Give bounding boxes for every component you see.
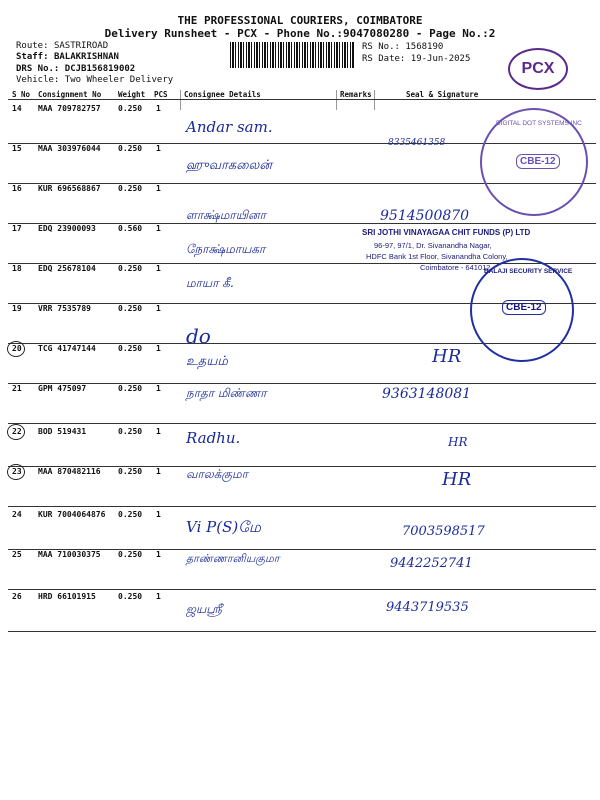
row-divider (8, 506, 596, 507)
col-consignment: Consignment No (38, 90, 102, 99)
row-weight: 0.250 (118, 384, 143, 393)
row-pcs: 1 (156, 344, 161, 353)
row-consignment-no: BOD 519431 (38, 427, 87, 436)
row-signature: 9514500870 (380, 208, 470, 224)
row-divider (8, 631, 596, 632)
circle-mark (7, 464, 25, 480)
round-stamp-2 (470, 258, 574, 362)
row-signature: HR (448, 435, 468, 449)
row-sno: 23 (12, 467, 22, 476)
row-signature: 9363148081 (382, 386, 472, 402)
rs-no-label: RS No.: (362, 42, 400, 52)
rs-date-label: RS Date: (362, 54, 406, 64)
row-signature: HR (442, 469, 472, 490)
barcode (230, 42, 354, 68)
row-consignee-handwriting: உதயம் (186, 354, 228, 369)
drs-label: DRS No.: (16, 64, 60, 74)
row-divider (8, 589, 596, 590)
row-pcs: 1 (156, 184, 161, 193)
row-divider (8, 423, 596, 424)
row-weight: 0.250 (118, 264, 143, 273)
col-divider (180, 90, 181, 110)
header-rule (8, 99, 596, 100)
row-weight: 0.250 (118, 592, 143, 601)
runsheet-title: THE PROFESSIONAL COURIERS, COIMBATORE (177, 14, 423, 27)
row-sno: 26 (12, 592, 22, 601)
row-divider (8, 383, 596, 384)
vehicle-label: Vehicle: (16, 75, 60, 85)
row-consignee-handwriting: do (186, 324, 211, 348)
route-label: Route: (16, 41, 49, 51)
col-sno: S No (12, 90, 31, 99)
col-seal: Seal & Signature (406, 90, 479, 99)
circle-mark (7, 424, 25, 440)
row-weight: 0.250 (118, 427, 143, 436)
row-sno: 24 (12, 510, 22, 519)
row-weight: 0.250 (118, 104, 143, 113)
row-consignee-handwriting: மாயா கீ. (186, 276, 234, 290)
row-consignee-handwriting: ஹுவாகலைன் (186, 158, 272, 173)
row-pcs: 1 (156, 592, 161, 601)
row-signature: 8335461358 (388, 138, 446, 148)
col-weight: Weight (118, 90, 146, 99)
office-stamp-line2: HDFC Bank 1st Floor, Sivanandha Colony, (366, 252, 508, 261)
row-consignment-no: MAA 303976044 (38, 144, 101, 153)
round-stamp-1-code: CBE-12 (516, 154, 560, 169)
row-weight: 0.250 (118, 510, 143, 519)
row-sno: 18 (12, 264, 22, 273)
row-weight: 0.250 (118, 550, 143, 559)
row-consignment-no: EDQ 23900093 (38, 224, 96, 233)
office-stamp-line3: Coimbatore - 641012 (420, 263, 491, 272)
row-consignment-no: EDQ 25678104 (38, 264, 96, 273)
rs-no-value: 1568190 (405, 42, 444, 52)
row-weight: 0.560 (118, 224, 143, 233)
row-signature: 7003598517 (402, 524, 485, 539)
round-stamp-1 (480, 108, 588, 216)
row-pcs: 1 (156, 264, 161, 273)
col-divider (374, 90, 375, 110)
row-pcs: 1 (156, 384, 161, 393)
row-consignee-handwriting: Andar sam. (186, 118, 273, 136)
row-sno: 22 (12, 427, 22, 436)
row-consignee-handwriting: Vi P(S)மே (186, 518, 261, 536)
col-consignee: Consignee Details (184, 90, 261, 99)
row-sno: 16 (12, 184, 22, 193)
row-weight: 0.250 (118, 467, 143, 476)
row-sno: 21 (12, 384, 22, 393)
col-pcs: PCS (154, 90, 168, 99)
row-consignment-no: KUR 7004064876 (38, 510, 106, 519)
row-pcs: 1 (156, 510, 161, 519)
route-line (16, 41, 108, 52)
row-weight: 0.250 (118, 304, 143, 313)
staff-value: BALAKRISHNAN (53, 52, 119, 62)
row-sno: 17 (12, 224, 22, 233)
row-sno: 19 (12, 304, 22, 313)
staff-label: Staff: (16, 52, 49, 62)
round-stamp-1-text: DIGITAL DOT SYSTEMS INC (496, 120, 582, 127)
row-consignee-handwriting: ஜயஸ்ரீ (186, 602, 222, 616)
rs-date-line (362, 54, 470, 65)
row-consignment-no: KUR 696568867 (38, 184, 101, 193)
row-sno: 20 (12, 344, 22, 353)
drs-line (16, 64, 135, 75)
row-consignment-no: MAA 710030375 (38, 550, 101, 559)
row-consignee-handwriting: நோக்ஷ்மாயகா (186, 242, 266, 256)
vehicle-value: Two Wheeler Delivery (64, 75, 174, 85)
row-consignment-no: MAA 870482116 (38, 467, 101, 476)
col-remarks: Remarks (340, 90, 372, 99)
row-signature: 9442252741 (390, 556, 473, 571)
row-consignment-no: TCG 41747144 (38, 344, 96, 353)
staff-line (16, 52, 119, 63)
row-consignee-handwriting: வாலக்குமா (186, 467, 248, 481)
row-pcs: 1 (156, 224, 161, 233)
row-weight: 0.250 (118, 344, 143, 353)
row-sno: 25 (12, 550, 22, 559)
col-divider (336, 90, 337, 110)
row-consignee-handwriting: தாண்ணானியகுமா (186, 552, 280, 565)
rs-no-line (362, 42, 443, 53)
row-divider (8, 223, 596, 224)
office-stamp-line1: 96-97, 97/1, Dr. Sivanandha Nagar, (374, 241, 492, 250)
row-signature: 9443719535 (386, 600, 469, 615)
row-consignment-no: GPM 475097 (38, 384, 87, 393)
pcx-stamp: PCX (508, 48, 568, 90)
row-sno: 15 (12, 144, 22, 153)
row-pcs: 1 (156, 104, 161, 113)
round-stamp-2-text: BALAJI SECURITY SERVICE (484, 268, 573, 275)
row-signature: HR (432, 346, 462, 367)
vehicle-line (16, 75, 173, 86)
circle-mark (7, 341, 25, 357)
row-consignment-no: HRD 66101915 (38, 592, 96, 601)
row-sno: 14 (12, 104, 22, 113)
round-stamp-2-code: CBE-12 (502, 300, 546, 315)
row-pcs: 1 (156, 427, 161, 436)
row-consignee-handwriting: நாதா மிண்ணா (186, 386, 267, 400)
runsheet-subtitle: Delivery Runsheet - PCX - Phone No.:9047080280 - Page No.:2 (104, 27, 496, 40)
route-value: SASTRIROAD (53, 41, 109, 51)
row-consignment-no: MAA 709782757 (38, 104, 101, 113)
row-weight: 0.250 (118, 184, 143, 193)
row-pcs: 1 (156, 304, 161, 313)
drs-value: DCJB156819002 (64, 64, 136, 74)
rs-date-value: 19-Jun-2025 (410, 54, 471, 64)
row-consignee-handwriting: ளாக்ஷ்மாயினா (186, 208, 266, 222)
row-consignee-handwriting: Radhu. (186, 429, 241, 447)
row-pcs: 1 (156, 144, 161, 153)
row-pcs: 1 (156, 550, 161, 559)
row-weight: 0.250 (118, 144, 143, 153)
row-pcs: 1 (156, 467, 161, 476)
office-stamp-name: SRI JOTHI VINAYAGAA CHIT FUNDS (P) LTD (362, 228, 531, 237)
row-consignment-no: VRR 7535789 (38, 304, 91, 313)
